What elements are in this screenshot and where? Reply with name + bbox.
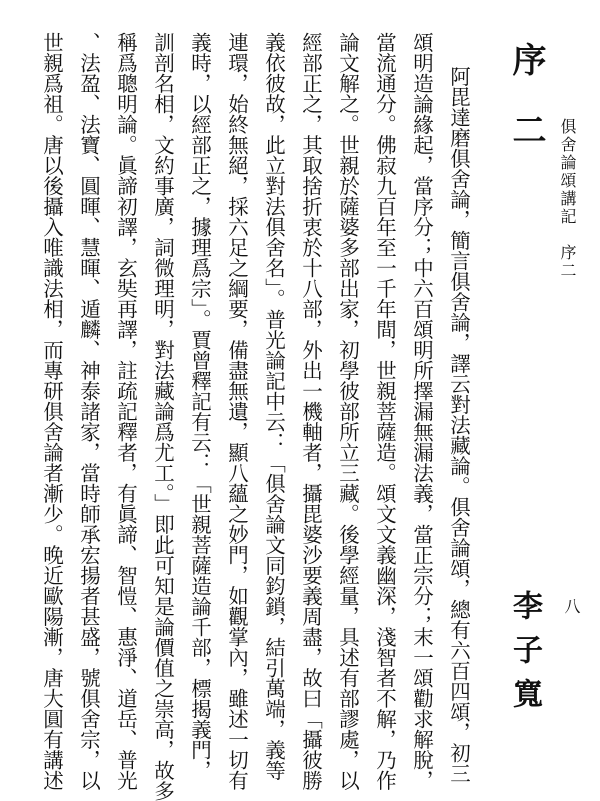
text-column: 稱爲聰明論。眞諦初譯，玄奘再譯，註疏記釋者，有眞諦、智愷、惠淨、道岳、普光 [113, 32, 138, 791]
text-column: 論文解之。世親於薩婆多部出家，初學彼部所立三藏。後學經量，具述有部謬處，以 [335, 32, 360, 791]
author-name: 李子寬 [507, 590, 542, 722]
text-column: 當流通分。佛寂九百年至一千年間，世親菩薩造。頌文文義幽深，淺智者不解，乃作 [372, 32, 397, 791]
section-heading: 序二 [506, 42, 546, 182]
text-column: 義時，以經部正之，據理爲宗」。賈曾釋記有云：「世親菩薩造論千部，標揭義門， [187, 32, 212, 781]
text-column: 訓剖名相，文約事廣，詞微理明，對法藏論爲尤工。」即此可知是論價值之崇高，故多 [150, 32, 175, 801]
text-column: 連環，始終無絕，採六足之綱要，備盡無遺，顯八蘊之妙門，如觀掌內，雖述一切有 [224, 32, 249, 791]
page-number: 八 [562, 598, 581, 614]
text-column: 頌明造論緣起，當序分；中六百頌明所擇漏無漏法義，當正宗分；末一頌勸求解脫， [409, 32, 434, 791]
text-column: 、法盈、法寶、圓暉、慧暉、遁麟、神泰諸家，當時師承宏揚者甚盛，號俱舍宗，以 [76, 32, 101, 791]
running-title: 俱舍論頌講記 序二 [558, 118, 577, 280]
text-column: 經部正之，其取捨折衷於十八部，外出一機軸者，攝毘婆沙要義周盡，故曰「攝彼勝 [298, 32, 323, 791]
text-column: 義依彼故，此立對法俱舍名」。普光論記中云：「俱舍論文同鈞鎖，結引萬端，義等 [261, 32, 286, 781]
text-column: 世親爲祖。唐以後攝入唯識法相，而專研俱舍論者漸少。晚近歐陽漸，唐大圓有講述 [39, 32, 64, 791]
text-column: 阿毘達磨俱舍論，簡言俱舍論，譯云對法藏論。俱舍論頌，總有六百四頌，初三 [446, 66, 471, 784]
